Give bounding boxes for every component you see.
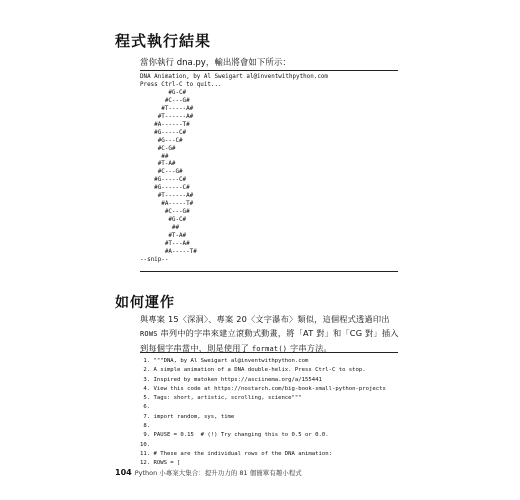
output-line: #G-----C# xyxy=(140,177,187,184)
code-line: 7. import random, sys, time xyxy=(140,413,235,420)
code-line: 6. xyxy=(140,404,151,411)
output-line: #A------T# xyxy=(140,121,190,128)
source-top-rule xyxy=(140,352,398,353)
para-text-3: 字串方法。 xyxy=(287,343,332,353)
section-heading-how-it-works: 如何運作 xyxy=(115,295,175,311)
output-line: #T------A# xyxy=(140,193,194,200)
output-line: ## xyxy=(140,153,169,160)
program-output-block xyxy=(140,74,328,265)
code-line: 8. xyxy=(140,423,151,430)
output-top-rule xyxy=(140,70,398,71)
output-line: #T---A# xyxy=(140,241,190,248)
output-line: Press Ctrl-C to quit... xyxy=(140,81,222,88)
output-line: #A-----T# xyxy=(140,201,194,208)
code-line: 3. Inspired by matoken https://asciinema.org/a/155441 xyxy=(140,376,322,383)
code-line: 9. PAUSE = 0.15 # (!) Try changing this to 0.5 or 0.0. xyxy=(140,432,329,439)
source-code-block xyxy=(140,357,386,469)
output-line: #G------C# xyxy=(140,185,190,192)
output-line: #G-C# xyxy=(140,217,187,224)
page-number: 104 xyxy=(115,468,132,477)
output-line: #C---G# xyxy=(140,209,190,216)
page-footer xyxy=(115,468,302,477)
code-line: 5. Tags: short, artistic, scrolling, science""" xyxy=(140,395,302,402)
section-heading-output: 程式執行結果 xyxy=(115,32,212,50)
output-line: #T-----A# xyxy=(140,105,194,112)
output-line: #C---G# xyxy=(140,169,183,176)
output-line: #C---G# xyxy=(140,97,190,104)
output-line: #A-----T# xyxy=(140,248,197,255)
para-code-format: format() xyxy=(251,345,288,353)
code-line: 2. A simple animation of a DNA double-helix. Press Ctrl-C to stop. xyxy=(140,367,366,374)
para-text-1: 與專案 15〈深洞〉、專案 20〈文字瀑布〉類似，這個程式透過印出 xyxy=(140,314,390,324)
code-line: 1. """DNA, by Al Sweigart al@inventwithpython.com xyxy=(140,358,309,364)
para-text-2: 串列中的字串來建立滾動式動畫，將「AT 對」和「CG 對」插入到每個字串當中，則是使用了 xyxy=(140,328,399,353)
output-line: #G-----C# xyxy=(140,129,187,136)
output-line: #T-A# xyxy=(140,233,187,240)
output-line: #C-G# xyxy=(140,145,176,152)
output-bottom-rule xyxy=(140,271,398,272)
output-line: #T------A# xyxy=(140,113,194,120)
intro-text: 當你執行 dna.py，輸出將會如下所示： xyxy=(140,58,291,68)
output-line: --snip-- xyxy=(140,256,169,263)
code-line: 10. xyxy=(140,441,151,448)
how-it-works-paragraph xyxy=(140,312,402,356)
output-line: DNA Animation, by Al Sweigart al@inventwithpython.com xyxy=(140,74,328,80)
book-title: Python 小專案大集合：提升功力的 81 個簡單有趣小程式 xyxy=(134,469,302,477)
para-code-rows: ROWS xyxy=(140,330,158,338)
code-line: 4. View this code at https://nostarch.com/big-book-small-python-projects xyxy=(140,385,386,392)
output-line: #G---C# xyxy=(140,137,183,144)
code-line: 11. # These are the individual rows of the DNA animation: xyxy=(140,450,332,457)
code-line: 12. ROWS = [ xyxy=(140,460,181,467)
output-line: ## xyxy=(140,225,180,232)
output-line: #G-C# xyxy=(140,89,187,96)
output-line: #T-A# xyxy=(140,161,176,168)
